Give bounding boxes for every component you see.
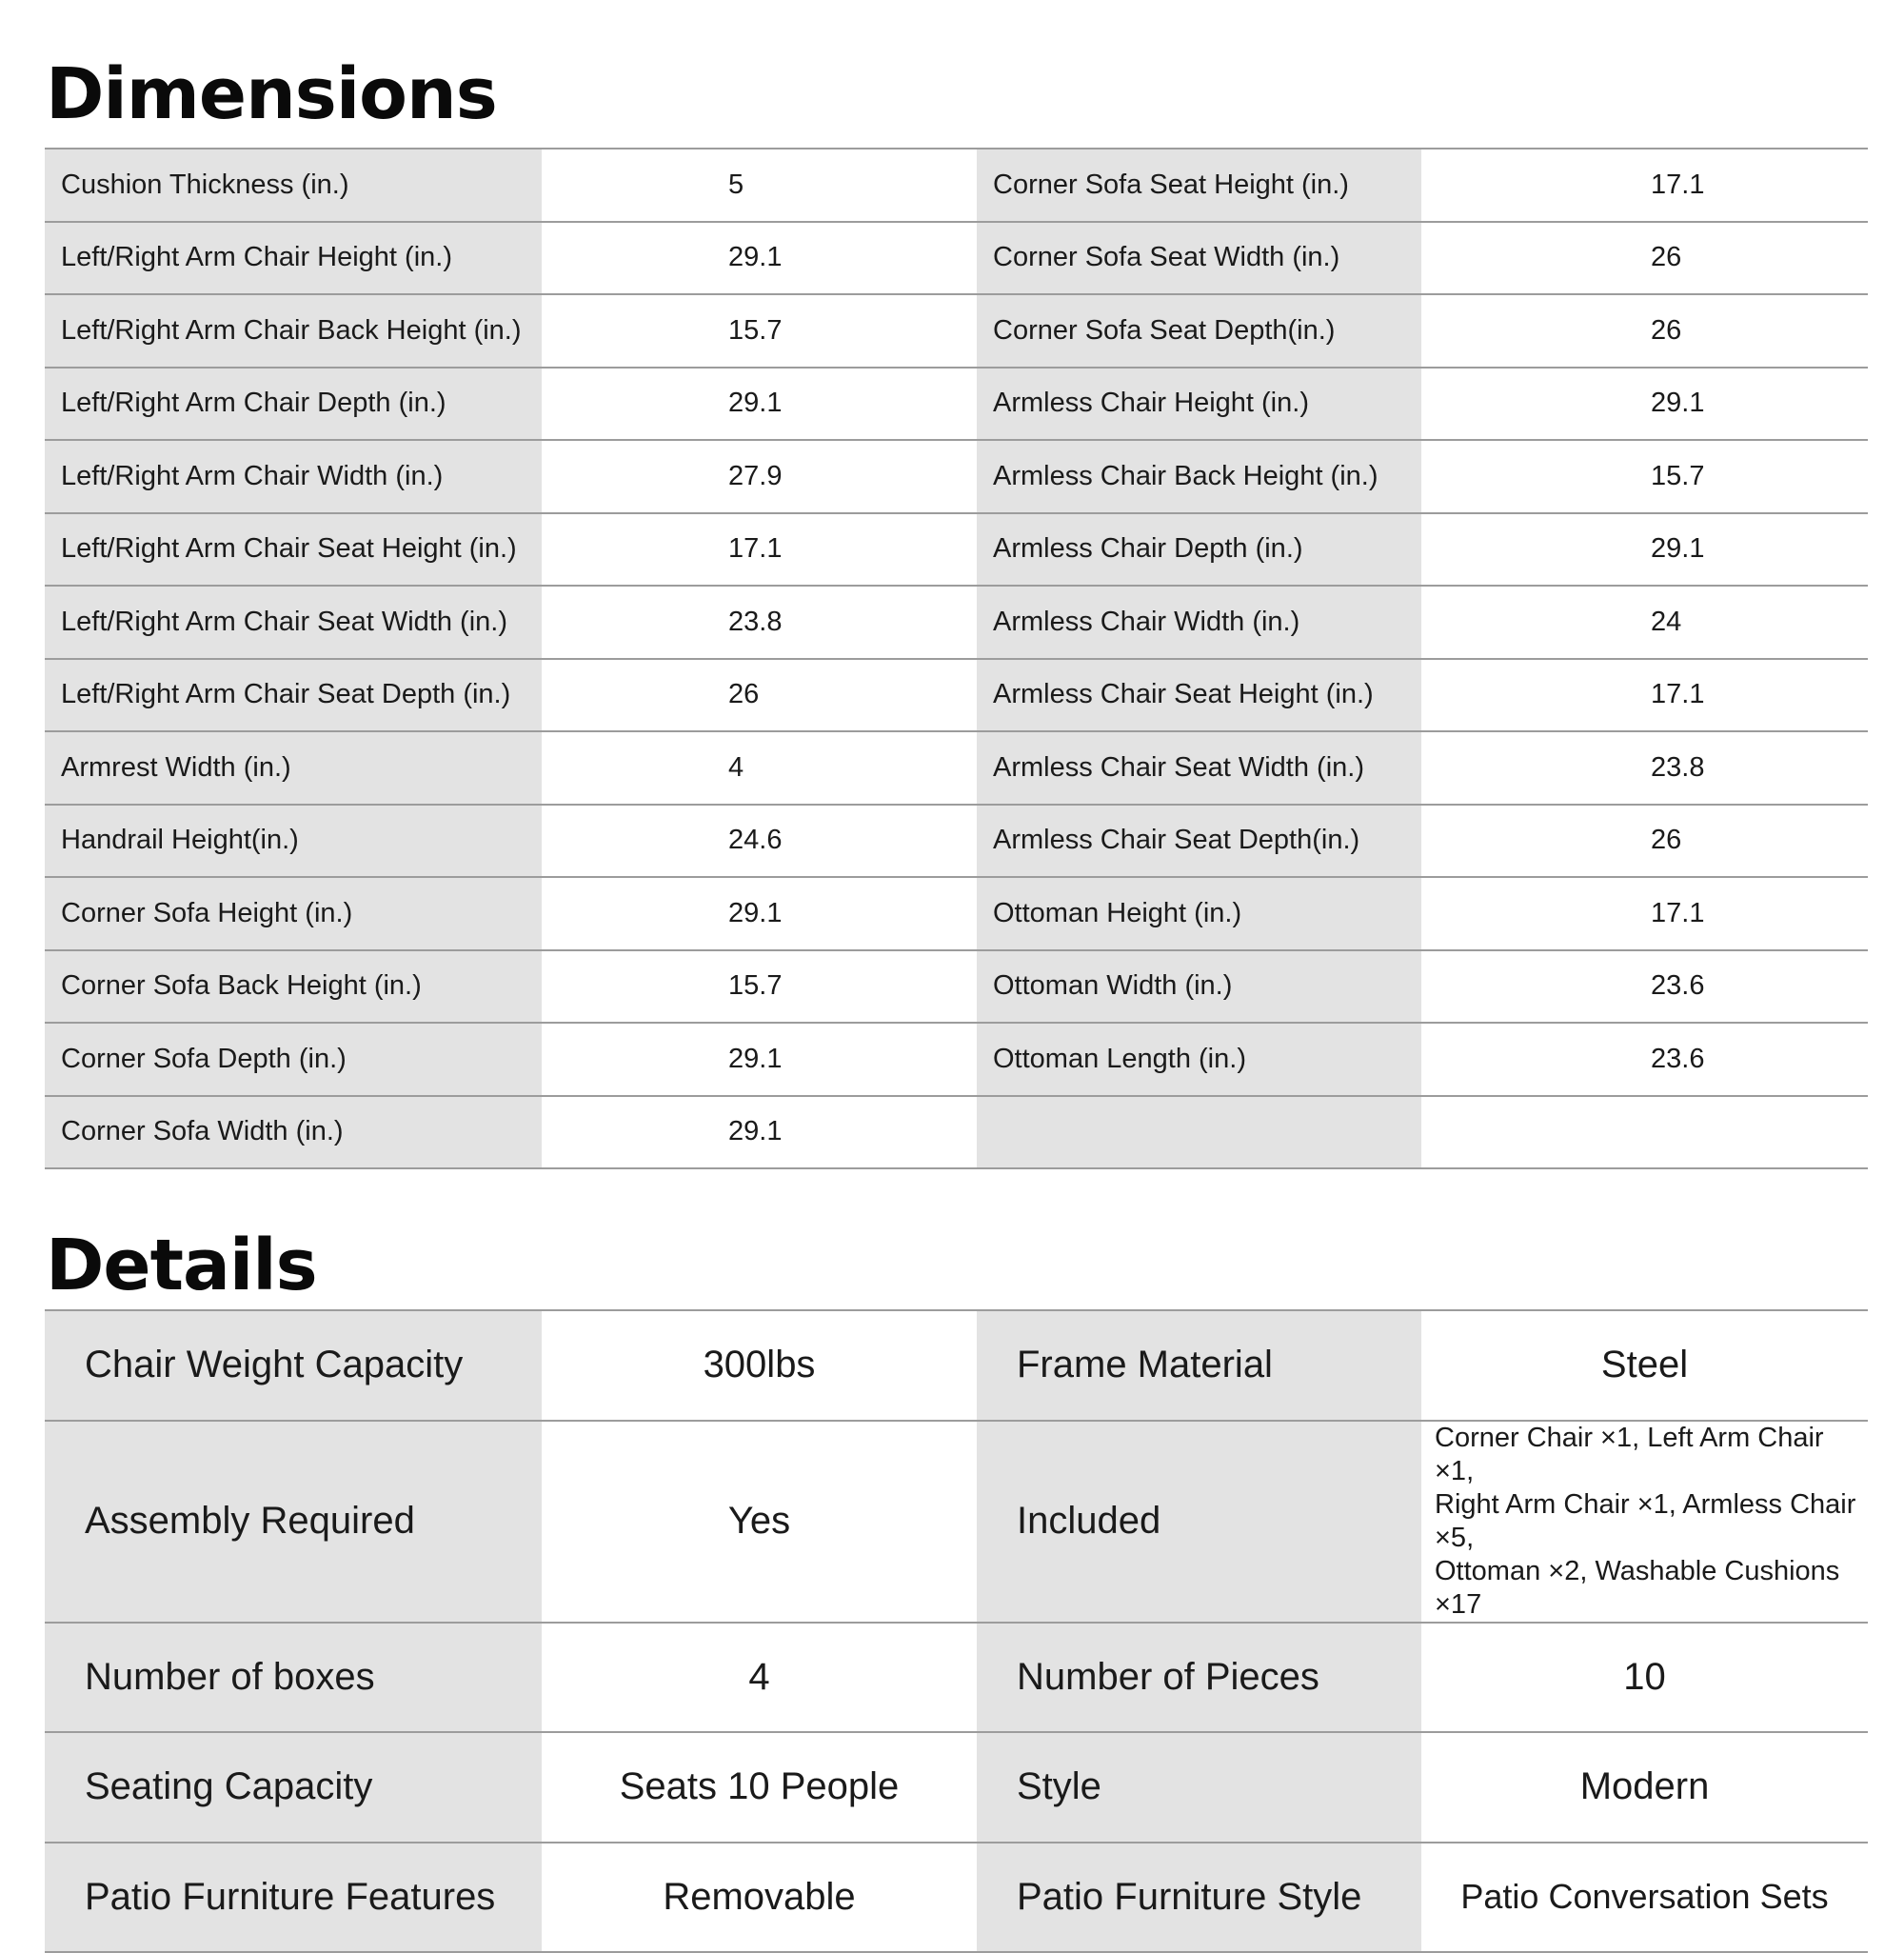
spec-value: 26: [1421, 294, 1868, 368]
detail-label: Seating Capacity: [45, 1732, 542, 1843]
spec-label: Corner Sofa Height (in.): [45, 877, 542, 950]
spec-value: 29.1: [1421, 368, 1868, 441]
table-row: [45, 294, 1868, 368]
spec-label: Left/Right Arm Chair Seat Width (in.): [45, 586, 542, 659]
spec-value: 24.6: [542, 805, 977, 878]
detail-value: 300lbs: [542, 1310, 977, 1421]
spec-label-empty: [977, 1096, 1421, 1169]
detail-value: 10: [1421, 1623, 1868, 1733]
included-line: Right Arm Chair ×1, Armless Chair ×5,: [1435, 1488, 1856, 1553]
dimensions-title: Dimensions: [46, 53, 497, 135]
spec-label: Armless Chair Depth (in.): [977, 513, 1421, 587]
table-row: [45, 1023, 1868, 1096]
table-row: [45, 1623, 1868, 1733]
spec-value: 23.6: [1421, 1023, 1868, 1096]
spec-label: Left/Right Arm Chair Height (in.): [45, 222, 542, 295]
detail-label: Chair Weight Capacity: [45, 1310, 542, 1421]
detail-label: Assembly Required: [45, 1421, 542, 1623]
spec-value: 27.9: [542, 440, 977, 513]
dimensions-table: [45, 148, 1868, 1169]
spec-label: Left/Right Arm Chair Seat Height (in.): [45, 513, 542, 587]
table-row: [45, 1843, 1868, 1953]
spec-label: Armless Chair Seat Depth(in.): [977, 805, 1421, 878]
spec-value: 26: [1421, 222, 1868, 295]
detail-label: Style: [977, 1732, 1421, 1843]
spec-label: Ottoman Length (in.): [977, 1023, 1421, 1096]
spec-value: 23.6: [1421, 950, 1868, 1024]
detail-label: Included: [977, 1421, 1421, 1623]
spec-value: 29.1: [542, 368, 977, 441]
detail-value: Patio Conversation Sets: [1421, 1843, 1868, 1953]
table-row: [45, 731, 1868, 805]
spec-label: Armless Chair Height (in.): [977, 368, 1421, 441]
spec-value: 5: [542, 149, 977, 222]
spec-label: Corner Sofa Width (in.): [45, 1096, 542, 1169]
table-row: [45, 1096, 1868, 1169]
detail-value: Seats 10 People: [542, 1732, 977, 1843]
spec-value: 29.1: [542, 877, 977, 950]
detail-value: Modern: [1421, 1732, 1868, 1843]
detail-value: Yes: [542, 1421, 977, 1623]
spec-value: 4: [542, 731, 977, 805]
spec-value: 17.1: [1421, 877, 1868, 950]
spec-label: Armless Chair Seat Height (in.): [977, 659, 1421, 732]
detail-label: Number of boxes: [45, 1623, 542, 1733]
spec-value: 24: [1421, 586, 1868, 659]
spec-label: Handrail Height(in.): [45, 805, 542, 878]
table-row: [45, 805, 1868, 878]
spec-value: 29.1: [542, 1023, 977, 1096]
detail-label: Number of Pieces: [977, 1623, 1421, 1733]
table-row: [45, 1732, 1868, 1843]
spec-label: Armless Chair Back Height (in.): [977, 440, 1421, 513]
spec-value: 26: [1421, 805, 1868, 878]
spec-value: 29.1: [1421, 513, 1868, 587]
spec-value: 17.1: [1421, 659, 1868, 732]
spec-label: Corner Sofa Seat Width (in.): [977, 222, 1421, 295]
spec-value: 26: [542, 659, 977, 732]
table-row: [45, 659, 1868, 732]
spec-label: Armless Chair Width (in.): [977, 586, 1421, 659]
spec-value: 23.8: [1421, 731, 1868, 805]
spec-value: 29.1: [542, 1096, 977, 1169]
table-row: [45, 222, 1868, 295]
table-row: [45, 513, 1868, 587]
table-row: [45, 950, 1868, 1024]
spec-value: 17.1: [1421, 149, 1868, 222]
detail-label: Patio Furniture Style: [977, 1843, 1421, 1953]
spec-value: 15.7: [542, 294, 977, 368]
spec-label: Corner Sofa Depth (in.): [45, 1023, 542, 1096]
details-table: [45, 1309, 1868, 1953]
spec-value: 15.7: [542, 950, 977, 1024]
spec-label: Cushion Thickness (in.): [45, 149, 542, 222]
spec-label: Armrest Width (in.): [45, 731, 542, 805]
included-items: [1421, 1421, 1868, 1623]
table-row: [45, 368, 1868, 441]
detail-label: Frame Material: [977, 1310, 1421, 1421]
spec-label: Left/Right Arm Chair Depth (in.): [45, 368, 542, 441]
table-row: [45, 149, 1868, 222]
table-row: [45, 877, 1868, 950]
spec-label: Corner Sofa Seat Depth(in.): [977, 294, 1421, 368]
detail-value: 4: [542, 1623, 977, 1733]
spec-value: 23.8: [542, 586, 977, 659]
details-title: Details: [46, 1225, 317, 1306]
table-row: [45, 586, 1868, 659]
spec-label: Ottoman Height (in.): [977, 877, 1421, 950]
spec-label: Armless Chair Seat Width (in.): [977, 731, 1421, 805]
spec-label: Corner Sofa Seat Height (in.): [977, 149, 1421, 222]
detail-value: Steel: [1421, 1310, 1868, 1421]
detail-value: Removable: [542, 1843, 977, 1953]
included-line: Ottoman ×2, Washable Cushions ×17: [1435, 1555, 1840, 1620]
spec-value: 15.7: [1421, 440, 1868, 513]
spec-label: Left/Right Arm Chair Width (in.): [45, 440, 542, 513]
spec-label: Left/Right Arm Chair Seat Depth (in.): [45, 659, 542, 732]
table-row: [45, 440, 1868, 513]
spec-label: Left/Right Arm Chair Back Height (in.): [45, 294, 542, 368]
detail-label: Patio Furniture Features: [45, 1843, 542, 1953]
spec-value: 17.1: [542, 513, 977, 587]
table-row: [45, 1421, 1868, 1623]
spec-label: Corner Sofa Back Height (in.): [45, 950, 542, 1024]
spec-value-empty: [1421, 1096, 1868, 1169]
included-line: Corner Chair ×1, Left Arm Chair ×1,: [1435, 1422, 1824, 1486]
spec-label: Ottoman Width (in.): [977, 950, 1421, 1024]
table-row: [45, 1310, 1868, 1421]
spec-value: 29.1: [542, 222, 977, 295]
